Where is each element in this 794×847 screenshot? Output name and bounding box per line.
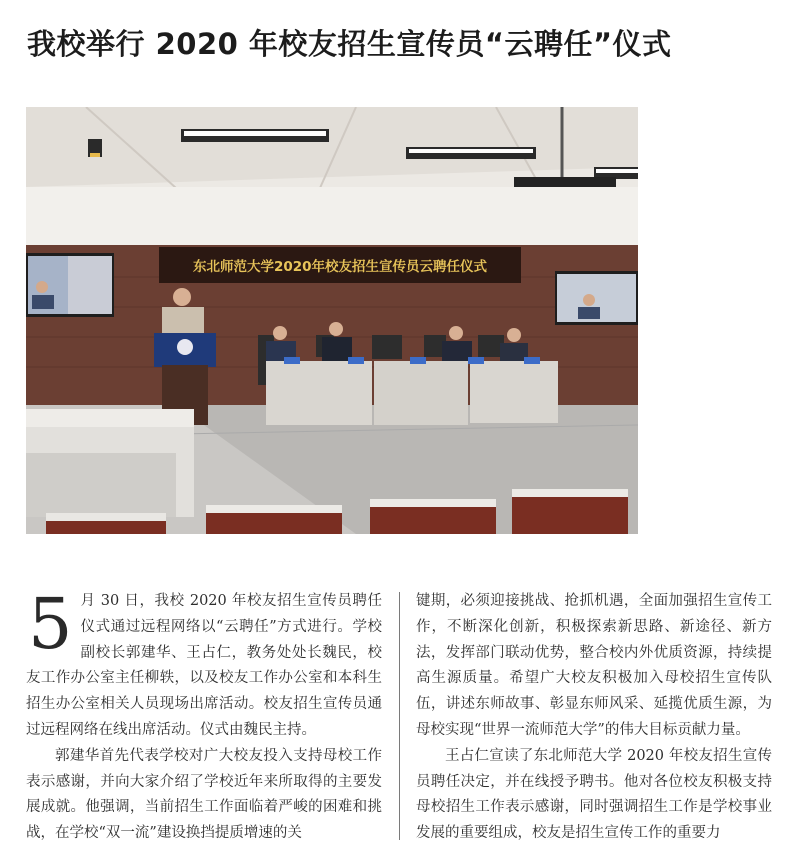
column-divider <box>399 592 400 840</box>
dropcap: 5 <box>28 583 73 665</box>
paragraph: 王占仁宣读了东北师范大学 2020 年校友招生宣传员聘任决定，并在线授予聘书。他对各位校友积极支持母校招生工作表示感谢，同时强调招生工作是学校事业发展的重要组成，校友是招生宣传工作的重要力 <box>416 747 772 842</box>
article-column-right <box>416 589 772 847</box>
article-column-left <box>26 583 382 847</box>
photo-banner-text: 东北师范大学2020年校友招生宣传员云聘任仪式 <box>192 259 488 275</box>
paragraph-text: 月 30 日，我校 2020 年校友招生宣传员聘任仪式通过远程网络以“云聘任”方式进行。学校副校长郭建华、王占仁，教务处处长魏民，校友工作办公室主任柳轶，以及校友工作办公室和本科生招生办公室相关人员现场出席活动。校友招生宣传员通过远程网络在线出席活动。仪式由魏民主持。 <box>26 593 382 738</box>
paragraph <box>26 583 382 744</box>
article-title: 我校举行 2020 年校友招生宣传员“云聘任”仪式 <box>27 27 672 61</box>
paragraph: 郭建华首先代表学校对广大校友投入支持母校工作表示感谢，并向大家介绍了学校近年来所取得的主要发展成就。他强调，当前招生工作面临着严峻的困难和挑战，在学校“双一流”建设换挡提质增速的关 <box>26 747 382 842</box>
paragraph: 键期，必须迎接挑战、抢抓机遇，全面加强招生宣传工作，不断深化创新，积极探索新思路、新途径、新方法，发挥部门联动优势，整合校内外优质资源，持续提高生源质量。希望广大校友积极加入母校招生宣传队伍，讲述东师故事、彰显东师风采、延揽优质生源，为母校实现“世界一流师范大学”的伟大目标贡献力量。 <box>416 593 772 738</box>
ceremony-photo <box>26 107 638 534</box>
